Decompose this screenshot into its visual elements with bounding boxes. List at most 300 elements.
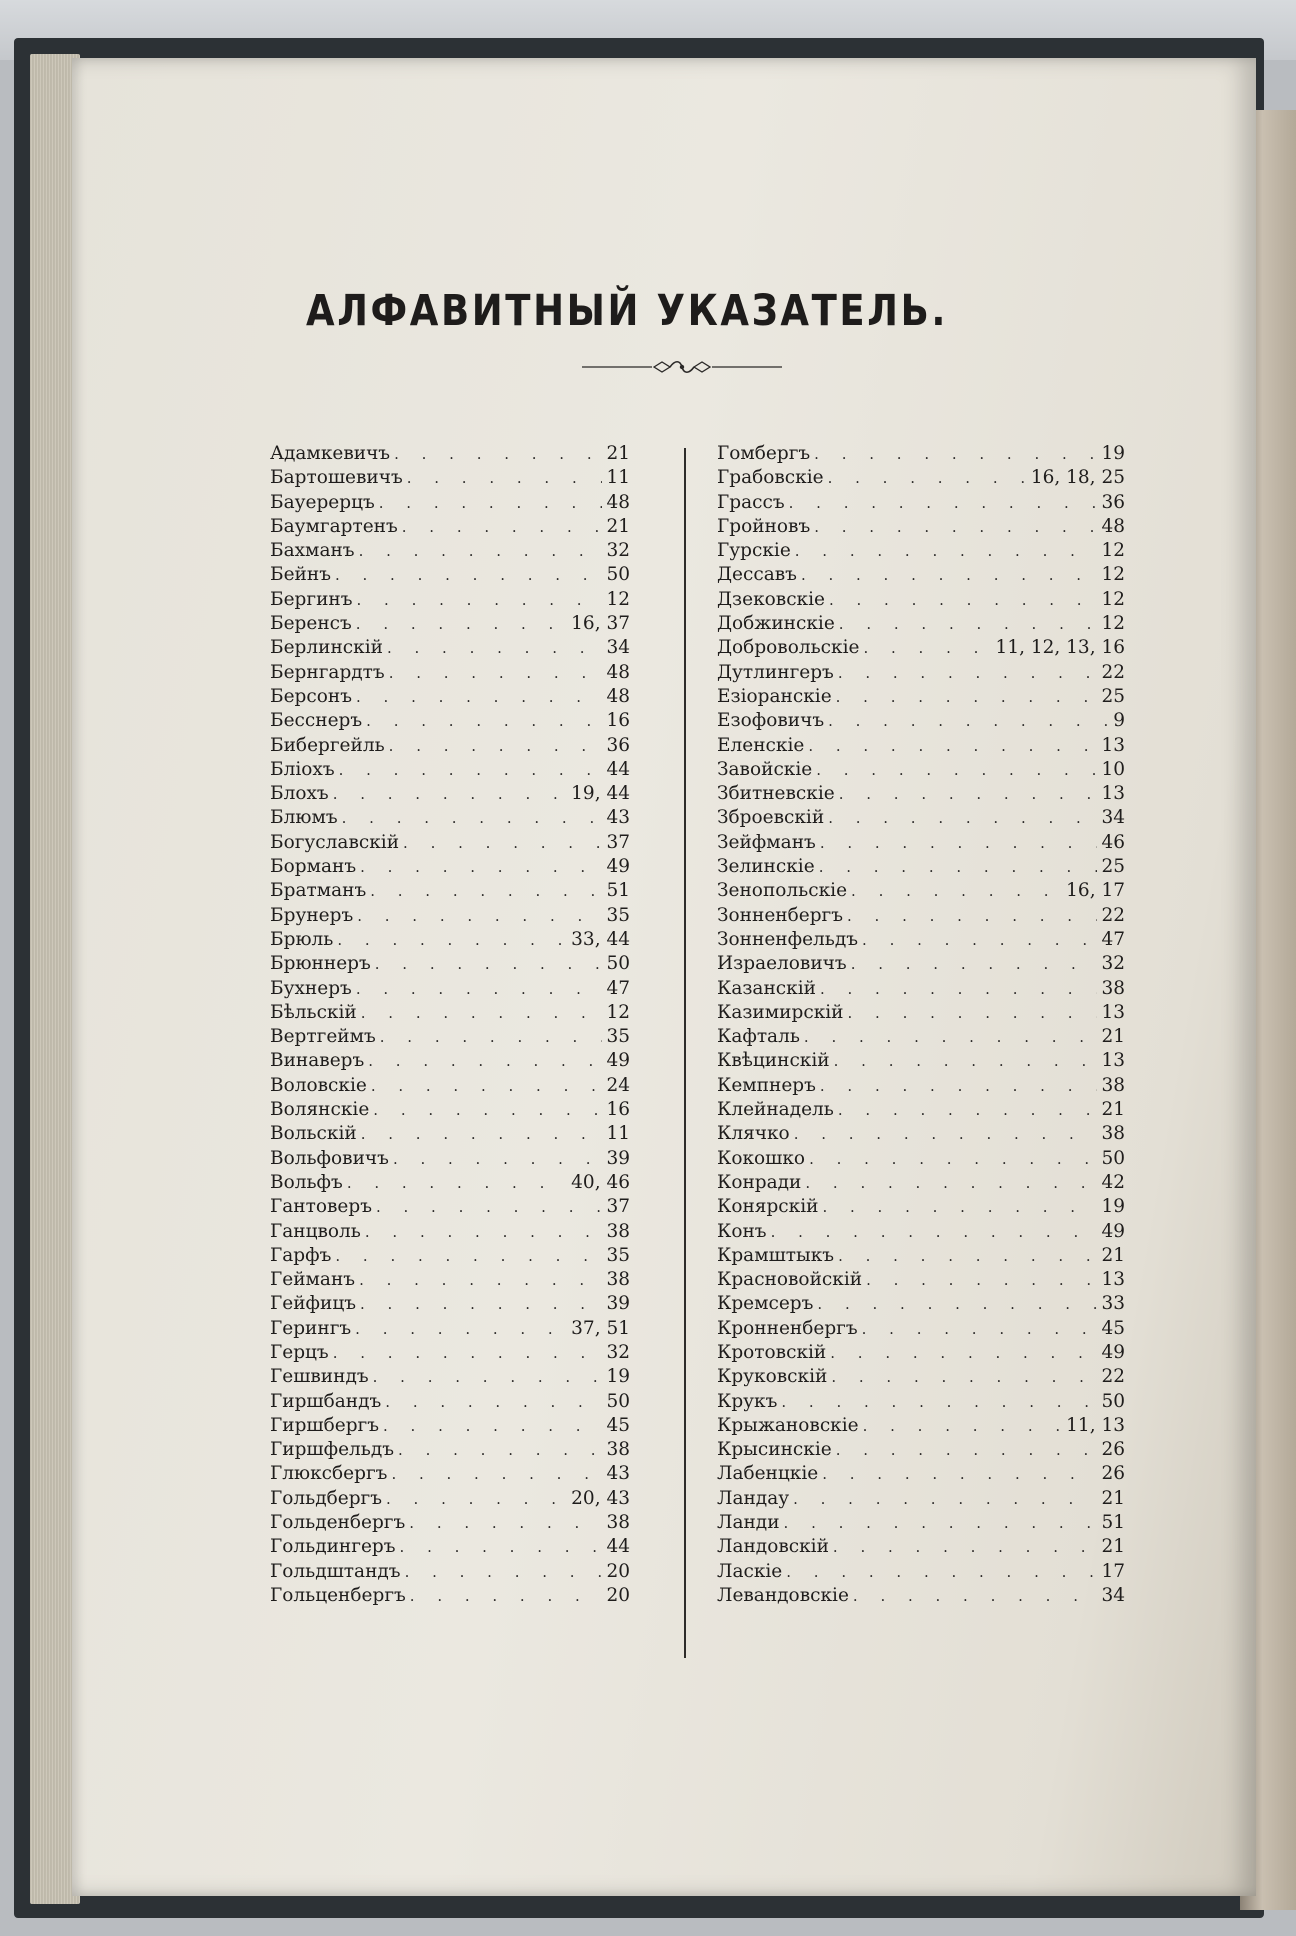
index-entry <box>717 636 1125 660</box>
entry-pages: 21 <box>606 515 630 537</box>
index-entry <box>270 1511 630 1535</box>
entry-pages: 48 <box>606 661 630 683</box>
leader-dots <box>337 928 567 952</box>
index-entry <box>270 1438 630 1462</box>
entry-pages: 50 <box>606 564 630 586</box>
entry-pages: 49 <box>1101 1220 1125 1242</box>
entry-name: Блюмъ <box>270 807 338 829</box>
entry-name: Зенопольскіе <box>717 880 848 902</box>
entry-pages: 21 <box>1101 1487 1125 1509</box>
leader-dots <box>366 709 602 733</box>
leader-dots <box>389 734 603 758</box>
entry-name: Герцъ <box>270 1341 329 1363</box>
leader-dots <box>342 806 603 830</box>
leader-dots <box>801 563 1098 587</box>
index-entry <box>270 1147 630 1171</box>
leader-dots <box>400 1535 603 1559</box>
leader-dots <box>333 1341 603 1365</box>
index-entry <box>270 1317 630 1341</box>
index-entry <box>270 782 630 806</box>
index-entry <box>717 1317 1125 1341</box>
leader-dots <box>356 685 602 709</box>
entry-pages: 13 <box>1101 783 1125 805</box>
index-entry <box>270 612 630 636</box>
leader-dots <box>838 661 1098 685</box>
entry-pages: 50 <box>1101 1147 1125 1169</box>
leader-dots <box>793 1487 1097 1511</box>
entry-name: Адамкевичъ <box>270 443 391 464</box>
entry-name: Баумгартенъ <box>270 515 398 537</box>
entry-name: Братманъ <box>270 880 367 902</box>
entry-pages: 51 <box>606 880 630 902</box>
index-entry <box>717 977 1125 1001</box>
entry-pages: 50 <box>606 953 630 975</box>
entry-pages: 33 <box>1101 1293 1125 1315</box>
index-entry <box>717 1511 1125 1535</box>
entry-name: Кротовскій <box>717 1341 827 1363</box>
leader-dots <box>361 1122 603 1146</box>
entry-name: Ландовскій <box>717 1536 829 1558</box>
entry-pages: 16, 17 <box>1066 880 1125 902</box>
index-entry <box>270 1195 630 1219</box>
entry-name: Збитневскіе <box>717 783 835 805</box>
index-entry <box>270 1122 630 1146</box>
leader-dots <box>816 758 1097 782</box>
index-entry <box>717 928 1125 952</box>
entry-pages: 32 <box>606 540 630 562</box>
leader-dots <box>828 466 1027 490</box>
entry-pages: 13 <box>1101 1269 1125 1291</box>
entry-pages: 24 <box>606 1074 630 1096</box>
entry-name: Гомбергъ <box>717 443 811 464</box>
entry-name: Клячко <box>717 1123 790 1145</box>
entry-name: Винаверъ <box>270 1050 365 1072</box>
entry-pages: 42 <box>1101 1171 1125 1193</box>
leader-dots <box>851 952 1098 976</box>
index-entry <box>717 1292 1125 1316</box>
entry-pages: 22 <box>1101 904 1125 926</box>
entry-name: Волянскіе <box>270 1099 370 1121</box>
index-entry <box>717 1049 1125 1073</box>
index-entry <box>717 1171 1125 1195</box>
index-entry <box>717 563 1125 587</box>
leader-dots <box>786 1560 1097 1584</box>
leader-dots <box>838 1098 1098 1122</box>
entry-name: Крыжановскіе <box>717 1414 859 1436</box>
leader-dots <box>373 1098 602 1122</box>
leader-dots <box>365 1220 603 1244</box>
entry-pages: 35 <box>606 904 630 926</box>
entry-name: Зонненфельдъ <box>717 928 859 950</box>
leader-dots <box>862 928 1097 952</box>
entry-name: Герингъ <box>270 1317 352 1339</box>
leader-dots <box>789 491 1098 515</box>
entry-pages: 44 <box>606 758 630 780</box>
entry-pages: 12 <box>1101 613 1125 635</box>
leader-dots <box>389 661 603 685</box>
entry-name: Бухнеръ <box>270 977 352 999</box>
entry-pages: 35 <box>606 1244 630 1266</box>
entry-name: Добжинскіе <box>717 613 835 635</box>
entry-pages: 47 <box>1101 928 1125 950</box>
leader-dots <box>794 1122 1098 1146</box>
leader-dots <box>357 588 603 612</box>
index-entry <box>270 1049 630 1073</box>
entry-name: Вольскій <box>270 1123 357 1145</box>
entry-pages: 45 <box>1101 1317 1125 1339</box>
entry-pages: 16, 18, 25 <box>1030 467 1125 489</box>
index-entry <box>270 515 630 539</box>
entry-name: Бѣльскій <box>270 1001 357 1023</box>
leader-dots <box>817 1292 1097 1316</box>
entry-name: Бернгардтъ <box>270 661 385 683</box>
book-page <box>72 58 1256 1896</box>
index-entry <box>717 1535 1125 1559</box>
leader-dots <box>795 539 1098 563</box>
column-divider <box>684 448 686 1658</box>
entry-name: Езофовичъ <box>717 710 825 732</box>
entry-name: Гешвиндъ <box>270 1366 369 1388</box>
leader-dots <box>828 709 1109 733</box>
entry-name: Брунеръ <box>270 904 354 926</box>
index-entry <box>717 1244 1125 1268</box>
entry-pages: 11, 12, 13, 16 <box>995 637 1125 659</box>
entry-name: Казимирскій <box>717 1001 844 1023</box>
index-left-column <box>270 442 630 1608</box>
leader-dots <box>862 1317 1098 1341</box>
entry-pages: 40, 46 <box>571 1171 630 1193</box>
leader-dots <box>851 879 1062 903</box>
leader-dots <box>822 1195 1097 1219</box>
entry-name: Глюксбергъ <box>270 1463 388 1485</box>
entry-name: Дутлингеръ <box>717 661 834 683</box>
leader-dots <box>407 466 603 490</box>
entry-pages: 32 <box>1101 953 1125 975</box>
entry-name: Клейнадель <box>717 1099 834 1121</box>
entry-name: Гейфицъ <box>270 1293 357 1315</box>
leader-dots <box>355 1317 567 1341</box>
entry-pages: 49 <box>606 856 630 878</box>
leader-dots <box>834 1049 1098 1073</box>
leader-dots <box>339 758 603 782</box>
index-entry <box>717 1220 1125 1244</box>
entry-name: Круковскій <box>717 1366 828 1388</box>
index-entry <box>717 1414 1125 1438</box>
entry-pages: 34 <box>1101 1584 1125 1606</box>
index-entry <box>717 1001 1125 1025</box>
leader-dots <box>403 831 602 855</box>
index-entry <box>717 952 1125 976</box>
entry-name: Гольдштандъ <box>270 1560 401 1582</box>
entry-name: Гейманъ <box>270 1269 356 1291</box>
entry-name: Ласкіе <box>717 1560 783 1582</box>
entry-pages: 43 <box>606 1463 630 1485</box>
entry-name: Завойскіе <box>717 758 813 780</box>
leader-dots <box>409 1511 602 1535</box>
entry-name: Грассъ <box>717 491 785 513</box>
leader-dots <box>839 612 1098 636</box>
entry-pages: 21 <box>1101 1536 1125 1558</box>
leader-dots <box>402 515 603 539</box>
entry-name: Крамштыкъ <box>717 1244 835 1266</box>
index-entry <box>270 442 630 466</box>
leader-dots <box>360 855 602 879</box>
leader-dots <box>781 1390 1097 1414</box>
entry-pages: 12 <box>606 1001 630 1023</box>
entry-pages: 38 <box>1101 1074 1125 1096</box>
index-entry <box>717 1147 1125 1171</box>
leader-dots <box>359 1268 602 1292</box>
entry-name: Конради <box>717 1171 802 1193</box>
index-entry <box>717 515 1125 539</box>
index-entry <box>270 709 630 733</box>
leader-dots <box>393 1147 603 1171</box>
entry-pages: 36 <box>1101 491 1125 513</box>
entry-name: Бліохъ <box>270 758 335 780</box>
entry-pages: 43 <box>606 807 630 829</box>
leader-dots <box>831 1365 1097 1389</box>
entry-pages: 50 <box>606 1390 630 1412</box>
leader-dots <box>804 1025 1098 1049</box>
entry-pages: 48 <box>606 491 630 513</box>
index-entry <box>270 1535 630 1559</box>
entry-pages: 22 <box>1101 1366 1125 1388</box>
leader-dots <box>361 1001 603 1025</box>
index-entry <box>717 466 1125 490</box>
entry-pages: 16, 37 <box>571 613 630 635</box>
entry-name: Дессавъ <box>717 564 797 586</box>
entry-name: Дзековскіе <box>717 588 825 610</box>
entry-pages: 35 <box>606 1026 630 1048</box>
leader-dots <box>379 491 603 515</box>
entry-pages: 37, 51 <box>571 1317 630 1339</box>
entry-pages: 37 <box>606 1196 630 1218</box>
entry-pages: 32 <box>606 1341 630 1363</box>
entry-name: Воловскіе <box>270 1074 367 1096</box>
entry-name: Гарфъ <box>270 1244 332 1266</box>
leader-dots <box>863 636 991 660</box>
entry-name: Зонненбергъ <box>717 904 843 926</box>
entry-pages: 21 <box>1101 1244 1125 1266</box>
entry-name: Бейнъ <box>270 564 331 586</box>
entry-pages: 21 <box>1101 1099 1125 1121</box>
entry-name: Квѣцинскій <box>717 1050 830 1072</box>
entry-name: Вертгеймъ <box>270 1026 376 1048</box>
index-entry <box>270 977 630 1001</box>
entry-name: Красновойскій <box>717 1269 863 1291</box>
leader-dots <box>335 1244 602 1268</box>
entry-name: Беренсъ <box>270 613 352 635</box>
leader-dots <box>847 904 1097 928</box>
leader-dots <box>809 1147 1097 1171</box>
title-ornament <box>582 358 782 376</box>
leader-dots <box>386 1487 567 1511</box>
entry-pages: 20 <box>606 1584 630 1606</box>
leader-dots <box>836 685 1098 709</box>
entry-name: Гиршбандъ <box>270 1390 382 1412</box>
entry-name: Брюль <box>270 928 334 950</box>
index-entry <box>270 588 630 612</box>
entry-name: Добровольскіе <box>717 637 860 659</box>
leader-dots <box>820 977 1097 1001</box>
entry-pages: 38 <box>606 1220 630 1242</box>
entry-name: Борманъ <box>270 856 357 878</box>
entry-pages: 46 <box>1101 831 1125 853</box>
entry-name: Блохъ <box>270 783 329 805</box>
leader-dots <box>863 1414 1063 1438</box>
entry-pages: 13 <box>1101 734 1125 756</box>
entry-pages: 17 <box>1101 1560 1125 1582</box>
leader-dots <box>833 1535 1098 1559</box>
entry-name: Гольдингеръ <box>270 1536 396 1558</box>
entry-pages: 34 <box>1101 807 1125 829</box>
entry-name: Бибергейль <box>270 734 385 756</box>
index-entry <box>717 1341 1125 1365</box>
leader-dots <box>383 1414 602 1438</box>
leader-dots <box>410 1584 603 1608</box>
leader-dots <box>387 636 602 660</box>
index-entry <box>717 1390 1125 1414</box>
entry-name: Гурскіе <box>717 540 791 562</box>
index-entry <box>717 661 1125 685</box>
index-entry <box>270 1098 630 1122</box>
entry-name: Берлинскій <box>270 637 383 659</box>
index-entry <box>270 1074 630 1098</box>
entry-pages: 13 <box>1101 1050 1125 1072</box>
index-entry <box>270 1341 630 1365</box>
index-entry <box>270 1268 630 1292</box>
leader-dots <box>385 1390 602 1414</box>
entry-name: Бартошевичъ <box>270 467 403 489</box>
index-entry <box>270 1584 630 1608</box>
index-entry <box>270 904 630 928</box>
index-entry <box>717 831 1125 855</box>
index-entry <box>270 1220 630 1244</box>
entry-name: Бесснеръ <box>270 710 363 732</box>
entry-name: Бахманъ <box>270 540 355 562</box>
entry-name: Кемпнеръ <box>717 1074 816 1096</box>
index-entry <box>717 1268 1125 1292</box>
index-entry <box>717 612 1125 636</box>
index-entry <box>717 709 1125 733</box>
entry-name: Конъ <box>717 1220 767 1242</box>
leader-dots <box>359 539 603 563</box>
entry-pages: 49 <box>606 1050 630 1072</box>
index-entry <box>270 952 630 976</box>
leader-dots <box>356 612 567 636</box>
leader-dots <box>829 588 1097 612</box>
entry-pages: 47 <box>606 977 630 999</box>
entry-pages: 12 <box>1101 588 1125 610</box>
entry-name: Гиршбергъ <box>270 1414 380 1436</box>
entry-pages: 50 <box>1101 1390 1125 1412</box>
entry-pages: 25 <box>1101 685 1125 707</box>
leader-dots <box>784 1511 1098 1535</box>
leader-dots <box>808 734 1097 758</box>
leader-dots <box>370 879 602 903</box>
entry-pages: 11, 13 <box>1066 1414 1125 1436</box>
index-entry <box>270 806 630 830</box>
entry-pages: 34 <box>606 637 630 659</box>
entry-pages: 26 <box>1101 1463 1125 1485</box>
index-entry <box>717 491 1125 515</box>
leader-dots <box>866 1268 1097 1292</box>
leader-dots <box>839 782 1098 806</box>
entry-pages: 20, 43 <box>571 1487 630 1509</box>
index-entry <box>717 782 1125 806</box>
leader-dots <box>360 1292 602 1316</box>
leader-dots <box>838 1244 1097 1268</box>
index-entry <box>270 758 630 782</box>
entry-pages: 25 <box>1101 856 1125 878</box>
leader-dots <box>394 442 602 466</box>
entry-pages: 20 <box>606 1560 630 1582</box>
entry-name: Гантоверъ <box>270 1196 372 1218</box>
leader-dots <box>814 515 1097 539</box>
entry-name: Бауерерцъ <box>270 491 375 513</box>
entry-name: Гольценбергъ <box>270 1584 406 1606</box>
leader-dots <box>356 977 603 1001</box>
entry-name: Богуславскій <box>270 831 400 853</box>
page-title: АЛФАВИТНЫЙ УКАЗАТЕЛЬ. <box>306 286 948 336</box>
index-entry <box>270 1462 630 1486</box>
leader-dots <box>836 1438 1098 1462</box>
index-entry <box>717 685 1125 709</box>
index-entry <box>270 1414 630 1438</box>
entry-pages: 39 <box>606 1293 630 1315</box>
entry-name: Зброевскій <box>717 807 825 829</box>
index-entry <box>717 1195 1125 1219</box>
index-entry <box>270 1390 630 1414</box>
index-entry <box>270 1244 630 1268</box>
index-entry <box>717 1025 1125 1049</box>
index-entry <box>717 1487 1125 1511</box>
entry-name: Зейфманъ <box>717 831 816 853</box>
index-entry <box>717 1365 1125 1389</box>
index-entry <box>270 1171 630 1195</box>
leader-dots <box>819 855 1098 879</box>
entry-pages: 16 <box>606 1099 630 1121</box>
entry-pages: 21 <box>606 443 630 464</box>
leader-dots <box>814 442 1097 466</box>
entry-pages: 22 <box>1101 661 1125 683</box>
index-entry <box>270 1365 630 1389</box>
entry-name: Кокошко <box>717 1147 806 1169</box>
entry-pages: 21 <box>1101 1026 1125 1048</box>
entry-pages: 12 <box>1101 564 1125 586</box>
entry-pages: 38 <box>606 1439 630 1461</box>
index-entry <box>270 855 630 879</box>
entry-pages: 38 <box>1101 977 1125 999</box>
index-entry <box>270 734 630 758</box>
leader-dots <box>357 904 602 928</box>
leader-dots <box>371 1074 603 1098</box>
index-entry <box>270 539 630 563</box>
leader-dots <box>820 831 1098 855</box>
index-entry <box>270 1292 630 1316</box>
index-entry <box>717 1122 1125 1146</box>
leader-dots <box>848 1001 1098 1025</box>
leader-dots <box>333 782 567 806</box>
index-entry <box>717 1584 1125 1608</box>
leader-dots <box>830 1341 1097 1365</box>
entry-name: Гольдбергъ <box>270 1487 382 1509</box>
index-entry <box>270 1560 630 1584</box>
leader-dots <box>820 1074 1098 1098</box>
leader-dots <box>853 1584 1098 1608</box>
leader-dots <box>828 806 1097 830</box>
entry-pages: 11 <box>606 467 630 489</box>
